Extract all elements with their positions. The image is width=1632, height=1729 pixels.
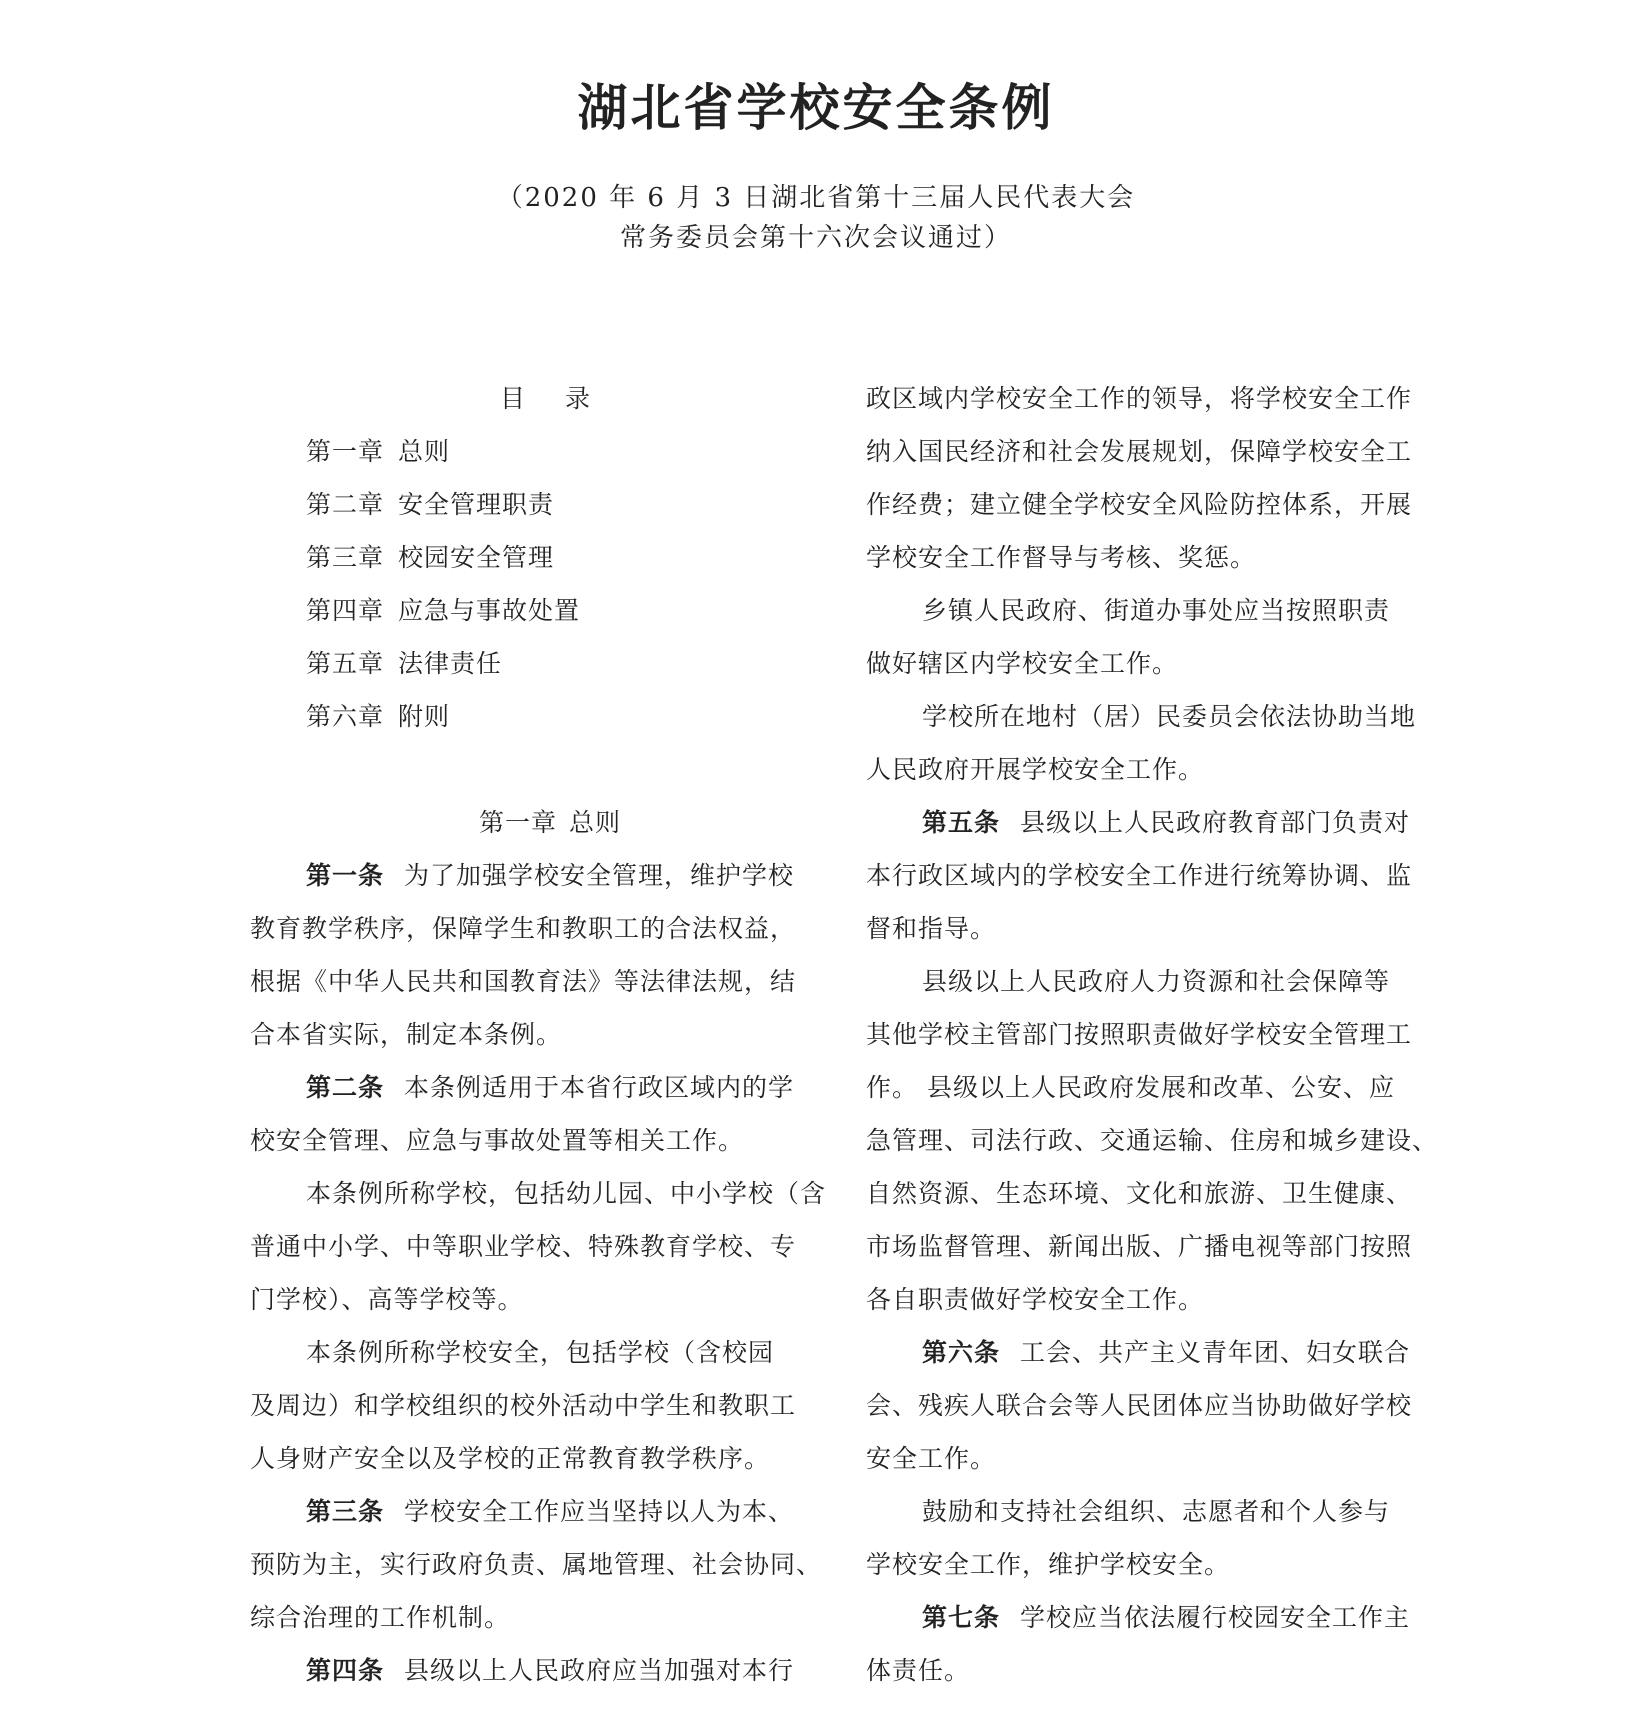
paragraph-line: 学校安全工作，维护学校安全。 xyxy=(866,1550,1231,1579)
article-line: 本行政区域内的学校安全工作进行统筹协调、监 xyxy=(866,861,1413,890)
article-text: 工会、共产主义青年团、妇女联合 xyxy=(1020,1338,1411,1367)
article-line xyxy=(250,849,810,902)
article-number: 第七条 xyxy=(922,1603,1001,1632)
article-line: 根据《中华人民共和国教育法》等法律法规，结 xyxy=(250,967,797,996)
article-line xyxy=(250,1061,810,1114)
toc-heading xyxy=(250,372,810,425)
article-line xyxy=(866,1326,1426,1379)
toc-heading-right: 录 xyxy=(565,384,591,413)
toc-item-number: 第五章 xyxy=(306,649,385,678)
article-text: 为了加强学校安全管理，维护学校 xyxy=(404,861,795,890)
left-column xyxy=(250,372,827,1697)
paragraph-line: 做好辖区内学校安全工作。 xyxy=(866,649,1179,678)
toc-item-title: 法律责任 xyxy=(398,649,503,678)
toc-item-number: 第三章 xyxy=(306,543,385,572)
article-line: 校安全管理、应急与事故处置等相关工作。 xyxy=(250,1126,745,1155)
right-column xyxy=(866,372,1439,1697)
article-line: 纳入国民经济和社会发展规划，保障学校安全工 xyxy=(866,437,1413,466)
toc-item[interactable] xyxy=(250,690,810,743)
toc-item[interactable] xyxy=(250,478,810,531)
article-line: 作经费；建立健全学校安全风险防控体系，开展 xyxy=(866,490,1413,519)
paragraph-line: 人身财产安全以及学校的正常教育教学秩序。 xyxy=(250,1444,771,1473)
toc-item-number: 第六章 xyxy=(306,702,385,731)
paragraph-line: 学校所在地村（居）民委员会依法协助当地 xyxy=(922,702,1417,731)
article-number: 第六条 xyxy=(922,1338,1001,1367)
article-line: 体责任。 xyxy=(866,1656,971,1685)
toc-heading-left: 目 xyxy=(499,384,525,413)
article-text: 学校安全工作应当坚持以人为本、 xyxy=(404,1497,795,1526)
paragraph-line: 自然资源、生态环境、文化和旅游、卫生健康、 xyxy=(866,1179,1413,1208)
subtitle-line: （2020 年 6 月 3 日湖北省第十三届人民代表大会 xyxy=(496,183,1136,213)
toc-item-title: 安全管理职责 xyxy=(398,490,555,519)
toc-item-title: 总则 xyxy=(398,437,451,466)
toc-item-title: 校园安全管理 xyxy=(398,543,555,572)
paragraph-line: 及周边）和学校组织的校外活动中学生和教职工 xyxy=(250,1391,797,1420)
paragraph-line: 作。 县级以上人民政府发展和改革、公安、应 xyxy=(866,1073,1395,1102)
chapter-number: 第一章 xyxy=(478,808,557,837)
paragraph-line: 普通中小学、中等职业学校、特殊教育学校、专 xyxy=(250,1232,797,1261)
article-text: 本条例适用于本省行政区域内的学 xyxy=(404,1073,795,1102)
article-number: 第三条 xyxy=(306,1497,385,1526)
subtitle-line: 常务委员会第十六次会议通过） xyxy=(619,223,1012,253)
article-text: 县级以上人民政府应当加强对本行 xyxy=(404,1656,795,1685)
paragraph-line: 县级以上人民政府人力资源和社会保障等 xyxy=(922,967,1391,996)
article-text: 县级以上人民政府教育部门负责对 xyxy=(1020,808,1411,837)
article-line xyxy=(250,1485,810,1538)
toc-item-number: 第四章 xyxy=(306,596,385,625)
article-line: 预防为主，实行政府负责、属地管理、社会协同、 xyxy=(250,1550,823,1579)
article-text: 学校应当依法履行校园安全工作主 xyxy=(1020,1603,1411,1632)
article-number: 第二条 xyxy=(306,1073,385,1102)
toc-item-title: 附则 xyxy=(398,702,451,731)
paragraph-line: 门学校）、高等学校等。 xyxy=(250,1285,524,1314)
toc-item[interactable] xyxy=(250,584,810,637)
paragraph-line: 乡镇人民政府、街道办事处应当按照职责 xyxy=(922,596,1391,625)
article-line: 督和指导。 xyxy=(866,914,997,943)
toc-item[interactable] xyxy=(250,531,810,584)
paragraph-line: 急管理、司法行政、交通运输、住房和城乡建设、 xyxy=(866,1126,1439,1155)
paragraph-line: 市场监督管理、新闻出版、广播电视等部门按照 xyxy=(866,1232,1413,1261)
chapter-heading xyxy=(250,796,810,849)
article-line: 教育教学秩序，保障学生和教职工的合法权益， xyxy=(250,914,797,943)
article-line: 安全工作。 xyxy=(866,1444,997,1473)
toc-item[interactable] xyxy=(250,637,810,690)
article-line: 会、残疾人联合会等人民团体应当协助做好学校 xyxy=(866,1391,1413,1420)
toc-item[interactable] xyxy=(250,425,810,478)
article-number: 第五条 xyxy=(922,808,1001,837)
document-subtitle xyxy=(0,178,1632,258)
article-number: 第一条 xyxy=(306,861,385,890)
section-spacer xyxy=(250,743,810,796)
toc-item-title: 应急与事故处置 xyxy=(398,596,581,625)
article-line: 综合治理的工作机制。 xyxy=(250,1603,511,1632)
article-number: 第四条 xyxy=(306,1656,385,1685)
paragraph-line: 本条例所称学校安全，包括学校（含校园 xyxy=(306,1338,775,1367)
page-title: 湖北省学校安全条例 xyxy=(577,78,1055,137)
toc-item-number: 第一章 xyxy=(306,437,385,466)
article-line: 学校安全工作督导与考核、奖惩。 xyxy=(866,543,1257,572)
article-line xyxy=(250,1644,810,1697)
paragraph-line: 鼓励和支持社会组织、志愿者和个人参与 xyxy=(922,1497,1391,1526)
paragraph-line: 其他学校主管部门按照职责做好学校安全管理工 xyxy=(866,1020,1413,1049)
article-line xyxy=(866,1591,1426,1644)
toc-item-number: 第二章 xyxy=(306,490,385,519)
chapter-title: 总则 xyxy=(569,808,622,837)
paragraph-line: 人民政府开展学校安全工作。 xyxy=(866,755,1205,784)
paragraph-line: 本条例所称学校，包括幼儿园、中小学校（含 xyxy=(306,1179,827,1208)
article-line xyxy=(866,796,1426,849)
paragraph-line: 各自职责做好学校安全工作。 xyxy=(866,1285,1205,1314)
article-line: 合本省实际，制定本条例。 xyxy=(250,1020,563,1049)
article-line: 政区域内学校安全工作的领导，将学校安全工作 xyxy=(866,384,1413,413)
